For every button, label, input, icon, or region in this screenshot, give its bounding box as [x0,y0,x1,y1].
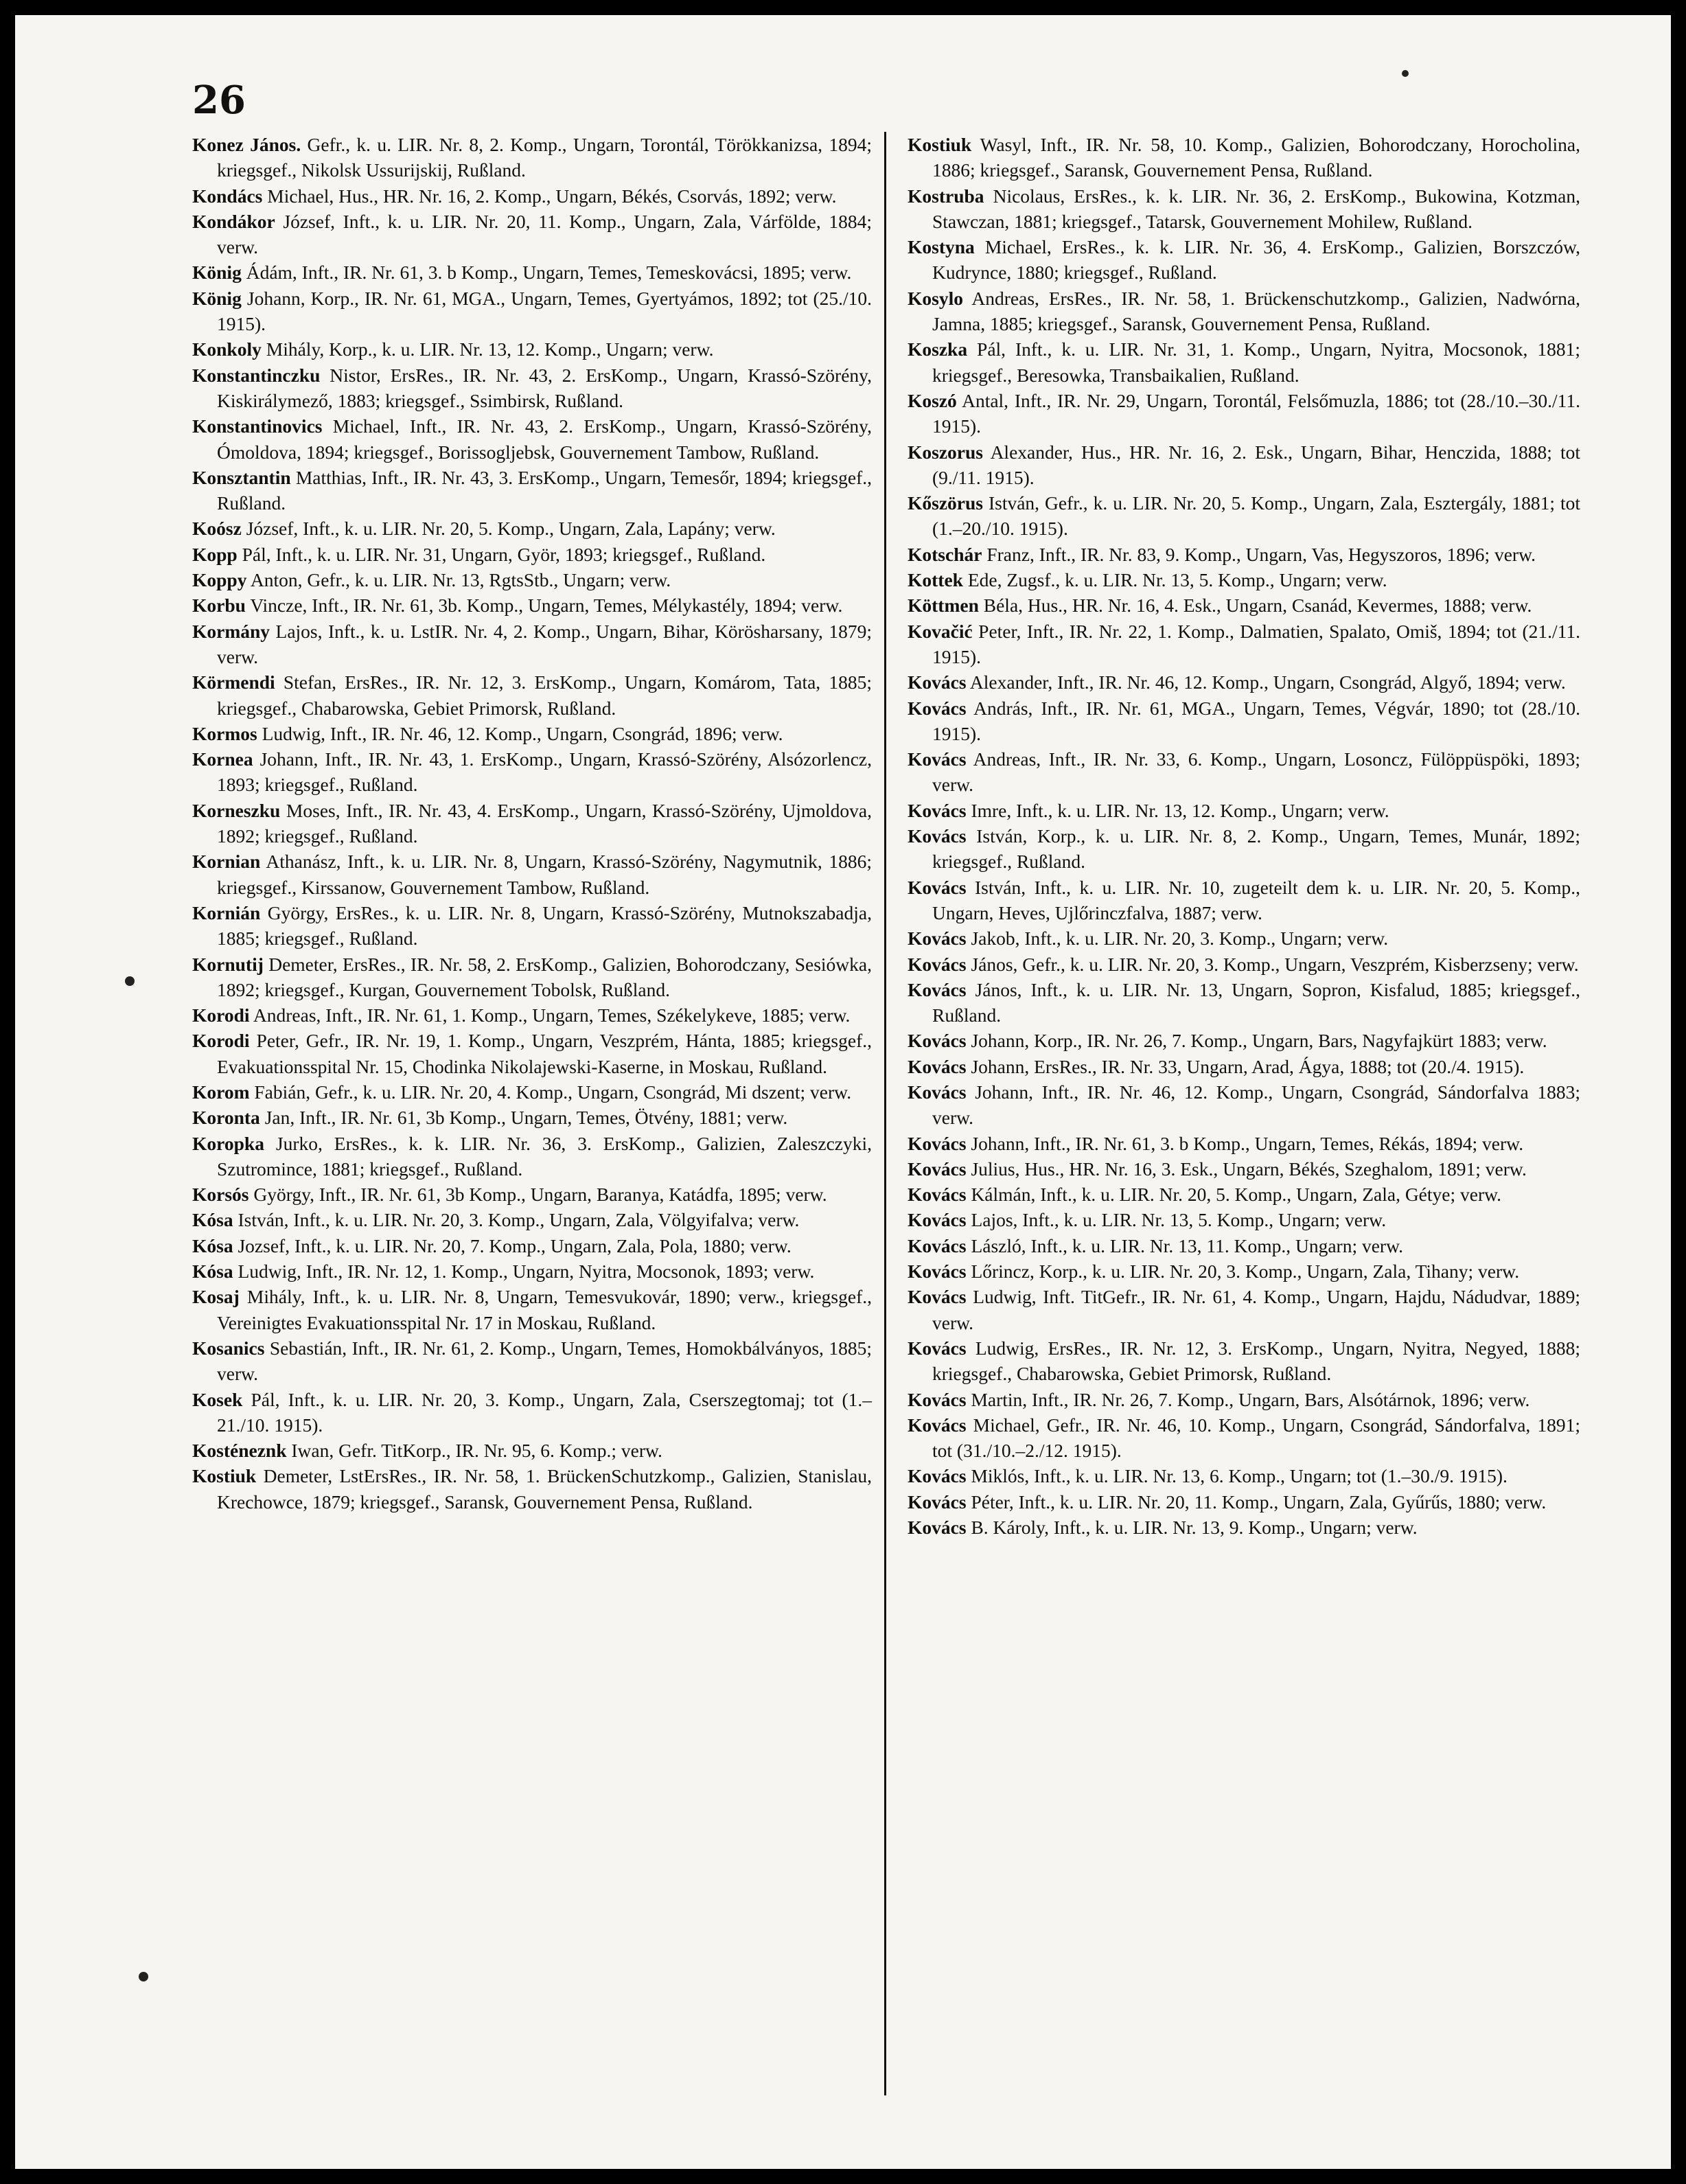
entry-details: Ludwig, Inft. TitGefr., IR. Nr. 61, 4. Komp., Ungarn, Hajdu, Nádudvar, 1889; verw. [932,1286,1580,1333]
entry-details: Johann, ErsRes., IR. Nr. 33, Ungarn, Arad, Ágya, 1888; tot (20./4. 1915). [966,1055,1525,1077]
entry-details: Antal, Inft., IR. Nr. 29, Ungarn, Torontál, Felsőmuzla, 1886; tot (28./10.–30./11. 1915). [932,389,1580,437]
entry-name: Kovács [908,928,967,950]
entry-name: Kovács [908,1337,967,1359]
entry-name: Kostiuk [908,134,972,155]
entry-details: András, Inft., IR. Nr. 61, MGA., Ungarn, Temes, Végvár, 1890; tot (28./10. 1915). [932,697,1580,744]
entry-name: Kovács [908,1465,967,1487]
entry-name: Kosek [192,1388,243,1410]
register-entry [192,363,872,414]
entry-details: Michael, Inft., IR. Nr. 43, 2. ErsKomp., Ungarn, Krassó-Szörény, Ómoldova, 1894; kriegsgef., Borissoglјebsk, Gouvernement Tambow, Rußland. [217,415,872,463]
entry-details: Andreas, ErsRes., IR. Nr. 58, 1. Brückenschutzkomp., Galizien, Nadwórna, Jamna, 1885; kriegsgef., Saransk, Gouvernement Pensa, Rußland. [932,287,1580,335]
entry-name: Kovács [908,1414,967,1436]
register-entry [908,388,1580,439]
entry-details: Béla, Hus., HR. Nr. 16, 4. Esk., Ungarn, Csanád, Kevermes, 1888; verw. [978,595,1532,617]
entry-name: Kovačić [908,620,973,642]
entry-name: Kovács [908,697,967,719]
entry-details: Johann, Korp., IR. Nr. 26, 7. Komp., Ungarn, Bars, Nagyfajkürt 1883; verw. [966,1030,1547,1052]
entry-details: István, Korp., k. u. LIR. Nr. 8, 2. Komp., Ungarn, Temes, Munár, 1892; kriegsgef., Rußland. [932,825,1580,873]
register-entry [192,1335,872,1387]
entry-name: Kovács [908,1209,967,1231]
entry-name: Kottek [908,569,963,591]
register-entry [192,721,872,746]
register-entry [908,1387,1580,1412]
register-entry [192,746,872,798]
entry-details: István, Inft., k. u. LIR. Nr. 10, zugeteilt dem k. u. LIR. Nr. 20, 5. Komp., Ungarn, Heves, Ujlőrinczfalva, 1887; verw. [932,876,1580,923]
register-entry [908,1489,1580,1515]
entry-name: Kovács [908,978,967,1000]
entry-details: Stefan, ErsRes., IR. Nr. 12, 3. ErsKomp., Ungarn, Komárom, Tata, 1885; kriegsgef., Chabarowska, Gebiet Primorsk, Rußland. [217,671,872,719]
register-entry [192,1182,872,1207]
entry-name: Kovács [908,748,967,770]
register-entry [908,1284,1580,1335]
entry-name: Kovács [908,1234,967,1256]
entry-details: Gefr., k. u. LIR. Nr. 8, 2. Komp., Ungarn, Torontál, Törökkanizsa, 1894; kriegsgef., Nikolsk Ussurijskij, Rußland. [217,134,872,181]
entry-name: Körmendi [192,671,275,693]
entry-details: Imre, Inft., k. u. LIR. Nr. 13, 12. Komp., Ungarn; verw. [966,799,1389,821]
entry-name: Kormány [192,620,270,642]
register-entry [908,926,1580,951]
entry-details: József, Inft., k. u. LIR. Nr. 20, 11. Komp., Ungarn, Zala, Várfölde, 1884; verw. [217,210,872,258]
register-entry [908,132,1580,183]
entry-name: Kornian [192,851,261,873]
entry-name: Kostiuk [192,1465,257,1487]
register-entry [908,542,1580,567]
entry-details: János, Gefr., k. u. LIR. Nr. 20, 3. Komp., Ungarn, Veszprém, Kisberzseny; verw. [966,953,1579,975]
entry-name: Kovács [908,1184,967,1206]
register-entry [192,1105,872,1130]
register-entry [908,823,1580,875]
register-entry [192,619,872,670]
entry-name: Konstantinczku [192,364,321,386]
entry-name: Kovács [908,799,967,821]
entry-details: Julius, Hus., HR. Nr. 16, 3. Esk., Ungarn, Békés, Szeghalom, 1891; verw. [966,1158,1527,1180]
register-entry [192,952,872,1003]
entry-name: Koósz [192,518,242,540]
entry-name: Korodi [192,1030,250,1052]
entry-details: Martin, Inft., IR. Nr. 26, 7. Komp., Ungarn, Bars, Alsótárnok, 1896; verw. [966,1388,1530,1410]
entry-name: Korsós [192,1184,249,1206]
entry-details: Sebastián, Inft., IR. Nr. 61, 2. Komp., Ungarn, Temes, Homokbálványos, 1885; verw. [217,1337,872,1385]
entry-name: Korneszku [192,799,281,821]
entry-name: Koszka [908,338,968,360]
register-entry [192,1438,872,1463]
register-entry [192,1207,872,1232]
register-entry [192,1233,872,1258]
left-column [192,132,872,1515]
register-entry [908,1463,1580,1488]
entry-name: Kosanics [192,1337,265,1359]
entry-name: Kornutij [192,953,264,975]
entry-details: B. Károly, Inft., k. u. LIR. Nr. 13, 9. Komp., Ungarn; verw. [966,1517,1418,1539]
entry-name: Korom [192,1081,250,1103]
register-entry [908,1515,1580,1540]
entry-name: Kopp [192,543,238,565]
register-entry [908,234,1580,286]
entry-name: Kovács [908,1055,967,1077]
entry-name: Kósa [192,1234,233,1256]
entry-name: Korbu [192,595,246,617]
entry-name: Kovács [908,1261,967,1283]
entry-details: István, Inft., k. u. LIR. Nr. 20, 3. Komp., Ungarn, Zala, Völgyifalva; verw. [233,1209,800,1231]
document-page [15,15,1671,2169]
entry-details: Mihály, Korp., k. u. LIR. Nr. 13, 12. Komp., Ungarn; verw. [261,338,714,360]
entry-name: Koszorus [908,441,983,463]
entry-details: Vincze, Inft., IR. Nr. 61, 3b. Komp., Ungarn, Temes, Mélykastély, 1894; verw. [245,595,843,617]
register-entry [192,1131,872,1182]
register-entry [908,669,1580,695]
register-entry [192,516,872,541]
entry-details: Athanász, Inft., k. u. LIR. Nr. 8, Ungarn, Krassó-Szörény, Nagymutnik, 1886; kriegsgef., Kirssanow, Gouvernement Tambow, Rußland. [217,851,872,898]
entry-details: Pál, Inft., k. u. LIR. Nr. 31, 1. Komp., Ungarn, Nyitra, Mocsonok, 1881; kriegsgef., Beresowka, Transbaikalien, Rußland. [932,338,1580,386]
entry-name: Kotschár [908,543,982,565]
entry-details: Johann, Inft., IR. Nr. 61, 3. b Komp., Ungarn, Temes, Rékás, 1894; verw. [966,1132,1524,1154]
ink-speck [125,976,135,986]
register-entry [908,798,1580,823]
entry-details: Lajos, Inft., k. u. LIR. Nr. 13, 5. Komp., Ungarn; verw. [966,1209,1387,1231]
entry-name: Kostyna [908,236,975,258]
entry-name: Kovács [908,1158,967,1180]
entry-name: Kondákor [192,210,275,232]
entry-name: Kostruba [908,185,984,207]
register-entry [192,1258,872,1284]
register-entry [908,952,1580,977]
entry-details: Pál, Inft., k. u. LIR. Nr. 20, 3. Komp., Ungarn, Zala, Cserszegtomaj; tot (1.–21./10. 1915). [217,1388,872,1436]
entry-details: Alexander, Inft., IR. Nr. 46, 12. Komp., Ungarn, Csongrád, Algyő, 1894; verw. [966,671,1566,693]
entry-details: Michael, ErsRes., k. k. LIR. Nr. 36, 4. ErsKomp., Galizien, Borszczów, Kudrynce, 1880; kriegsgef., Rußland. [932,236,1580,284]
entry-name: Kovács [908,1491,967,1513]
entry-details: Jan, Inft., IR. Nr. 61, 3b Komp., Ungarn, Temes, Ötvény, 1881; verw. [259,1107,788,1129]
register-entry [192,286,872,337]
entry-name: Koszó [908,389,957,411]
entry-details: Jurko, ErsRes., k. k. LIR. Nr. 36, 3. ErsKomp., Galizien, Zaleszczyki, Szutromince, 1881; kriegsgef., Rußland. [217,1132,872,1180]
entry-details: Moses, Inft., IR. Nr. 43, 4. ErsKomp., Ungarn, Krassó-Szörény, Ujmoldova, 1892; kriegsgef., Rußland. [217,799,872,847]
register-entry [908,1131,1580,1156]
register-entry [908,1079,1580,1131]
entry-details: Kálmán, Inft., k. u. LIR. Nr. 20, 5. Komp., Ungarn, Zala, Gétye; verw. [966,1184,1502,1206]
register-entry [192,209,872,260]
register-entry [192,336,872,362]
register-entry [908,490,1580,542]
register-entry [192,798,872,849]
register-entry [192,1387,872,1438]
entry-name: Kovács [908,876,967,898]
entry-details: Nicolaus, ErsRes., k. k. LIR. Nr. 36, 2. ErsKomp., Bukowina, Kotzman, Stawczan, 1881; kriegsgef., Tatarsk, Gouvernement Mohilew, Rußland. [932,185,1580,232]
entry-details: György, ErsRes., k. u. LIR. Nr. 8, Ungarn, Krassó-Szörény, Mutnokszabadja, 1885; kriegsgef., Rußland. [217,901,872,950]
entry-name: Kovács [908,1388,967,1410]
entry-details: Ludwig, Inft., IR. Nr. 46, 12. Komp., Ungarn, Csongrád, 1896; verw. [257,722,783,744]
entry-details: Peter, Inft., IR. Nr. 22, 1. Komp., Dalmatien, Spalato, Omiš, 1894; tot (21./11. 1915). [932,620,1580,667]
register-entry [908,1233,1580,1258]
entry-details: Iwan, Gefr. TitKorp., IR. Nr. 95, 6. Komp.; verw. [286,1440,662,1462]
register-entry [192,900,872,952]
entry-details: Demeter, ErsRes., IR. Nr. 58, 2. ErsKomp., Galizien, Bohorodczany, Sesiówka, 1892; kriegsgef., Kurgan, Gouvernement Tobolsk, Rußland. [217,953,872,1000]
entry-name: Kornea [192,748,253,770]
register-entry [908,746,1580,798]
entry-details: János, Inft., k. u. LIR. Nr. 13, Ungarn, Sopron, Kisfalud, 1885; kriegsgef., Rußland. [932,978,1580,1026]
register-entry [192,849,872,900]
entry-name: Kovács [908,825,967,847]
register-entry [192,1463,872,1515]
entry-details: Alexander, Hus., HR. Nr. 16, 2. Esk., Ungarn, Bihar, Henczida, 1888; tot (9./11. 1915). [932,441,1580,488]
register-entry [908,439,1580,491]
entry-details: Johann, Korp., IR. Nr. 61, MGA., Ungarn, Temes, Gyertyámos, 1892; tot (25./10. 1915). [217,287,872,335]
entry-details: György, Inft., IR. Nr. 61, 3b Komp., Ungarn, Baranya, Katádfa, 1895; verw. [249,1184,827,1206]
ink-speck [1402,70,1409,77]
register-entry [908,875,1580,926]
register-entry [192,542,872,567]
register-entry [192,1002,872,1028]
register-entry [192,413,872,465]
entry-name: Kovács [908,1030,967,1052]
entry-name: Kornián [192,901,261,923]
entry-name: Koropka [192,1132,264,1154]
register-entry [192,183,872,209]
entry-details: Matthias, Inft., IR. Nr. 43, 3. ErsKomp., Ungarn, Temesőr, 1894; kriegsgef., Rußland. [217,466,872,514]
register-entry [192,260,872,285]
entry-details: Ludwig, ErsRes., IR. Nr. 12, 3. ErsKomp., Ungarn, Nyitra, Negyed, 1888; kriegsgef., Chabarowska, Gebiet Primorsk, Rußland. [932,1337,1580,1385]
register-entry [908,286,1580,337]
entry-name: Kovács [908,1517,967,1539]
entry-name: Kovács [908,671,967,693]
entry-name: Konstantinovics [192,415,323,437]
column-divider [884,132,886,2095]
register-entry [908,593,1580,618]
entry-details: Andreas, Inft., IR. Nr. 61, 1. Komp., Ungarn, Temes, Székelykeve, 1885; verw. [249,1004,851,1026]
entry-details: Pál, Inft., k. u. LIR. Nr. 31, Ungarn, Györ, 1893; kriegsgef., Rußland. [237,543,766,565]
register-entry [908,1054,1580,1079]
entry-name: König [192,262,242,284]
entry-details: Johann, Inft., IR. Nr. 46, 12. Komp., Ungarn, Csongrád, Sándorfalva 1883; verw. [932,1081,1580,1129]
entry-details: Jozsef, Inft., k. u. LIR. Nr. 20, 7. Komp., Ungarn, Zala, Pola, 1880; verw. [233,1234,792,1256]
entry-name: Konkoly [192,338,262,360]
entry-name: Kondács [192,185,263,207]
entry-details: István, Gefr., k. u. LIR. Nr. 20, 5. Komp., Ungarn, Zala, Esztergály, 1881; tot (1.–20./10. 1915). [932,492,1580,540]
entry-details: Demeter, LstErsRes., IR. Nr. 58, 1. BrückenSchutzkomp., Galizien, Stanislau, Krechowce, 1879; kriegsgef., Saransk, Gouvernement Pensa, Rußland. [217,1465,872,1513]
register-entry [192,465,872,516]
register-entry [908,1182,1580,1207]
register-entry [908,183,1580,235]
entry-name: Konsztantin [192,466,291,488]
entry-details: Miklós, Inft., k. u. LIR. Nr. 13, 6. Komp., Ungarn; tot (1.–30./9. 1915). [966,1465,1508,1487]
entry-details: Michael, Gefr., IR. Nr. 46, 10. Komp., Ungarn, Csongrád, Sándorfalva, 1891; tot (31./10.–2./12. 1915). [932,1414,1580,1462]
entry-name: Kormos [192,722,257,744]
entry-details: Ede, Zugsf., k. u. LIR. Nr. 13, 5. Komp., Ungarn; verw. [962,569,1387,591]
entry-details: Michael, Hus., HR. Nr. 16, 2. Komp., Ungarn, Békés, Csorvás, 1892; verw. [262,185,837,207]
entry-details: Lajos, Inft., k. u. LstIR. Nr. 4, 2. Komp., Ungarn, Bihar, Körösharsany, 1879; verw. [217,620,872,667]
register-entry [908,619,1580,670]
entry-details: Andreas, Inft., IR. Nr. 33, 6. Komp., Ungarn, Losoncz, Fülöppüspöki, 1893; verw. [932,748,1580,796]
entry-name: Köttmen [908,595,979,617]
entry-name: Kovács [908,1132,967,1154]
page-number: 26 [192,78,246,123]
register-entry [908,1412,1580,1464]
entry-details: László, Inft., k. u. LIR. Nr. 13, 11. Komp., Ungarn; verw. [966,1234,1404,1256]
register-entry [908,1258,1580,1284]
entry-name: Koronta [192,1107,260,1129]
register-entry [908,1335,1580,1387]
entry-name: Konez János. [192,134,301,155]
register-entry [192,1284,872,1335]
register-entry [908,696,1580,747]
entry-name: Kósa [192,1209,233,1231]
register-entry [908,977,1580,1028]
register-entry [192,1079,872,1105]
entry-name: Kovács [908,953,967,975]
entry-details: Lőrincz, Korp., k. u. LIR. Nr. 20, 3. Komp., Ungarn, Zala, Tihany; verw. [966,1261,1520,1283]
register-entry [192,132,872,183]
entry-details: Franz, Inft., IR. Nr. 83, 9. Komp., Ungarn, Vas, Hegyszoros, 1896; verw. [982,543,1536,565]
entry-name: Kósa [192,1261,233,1283]
entry-name: Kosaj [192,1286,240,1308]
entry-details: Anton, Gefr., k. u. LIR. Nr. 13, RgtsStb., Ungarn; verw. [246,569,671,591]
register-entry [908,567,1580,593]
entry-details: Péter, Inft., k. u. LIR. Nr. 20, 11. Komp., Ungarn, Zala, Gyűrűs, 1880; verw. [966,1491,1547,1513]
entry-name: König [192,287,242,309]
register-entry [908,1156,1580,1182]
register-entry [192,567,872,593]
register-entry [192,669,872,721]
entry-name: Korodi [192,1004,250,1026]
entry-details: Peter, Gefr., IR. Nr. 19, 1. Komp., Ungarn, Veszprém, Hánta, 1885; kriegsgef., Evakuationsspital Nr. 15, Chodinka Nikolajewski-Kaserne, in Moskau, Rußland. [217,1030,872,1077]
entry-name: Kovács [908,1081,967,1103]
entry-name: Koppy [192,569,247,591]
entry-details: Nistor, ErsRes., IR. Nr. 43, 2. ErsKomp., Ungarn, Krassó-Szörény, Kiskirálymező, 1883; kriegsgef., Ssimbirsk, Rußland. [217,364,872,411]
entry-details: Wasyl, Inft., IR. Nr. 58, 10. Komp., Galizien, Bohorodczany, Horocholina, 1886; kriegsgef., Saransk, Gouvernement Pensa, Rußland. [932,134,1580,181]
entry-name: Kosylo [908,287,963,309]
entry-name: Kovács [908,1286,967,1308]
entry-details: Ádám, Inft., IR. Nr. 61, 3. b Komp., Ungarn, Temes, Temeskovácsi, 1895; verw. [241,262,852,284]
register-entry [192,1028,872,1079]
register-entry [908,1028,1580,1053]
entry-details: Ludwig, Inft., IR. Nr. 12, 1. Komp., Ungarn, Nyitra, Mocsonok, 1893; verw. [233,1261,815,1283]
entry-details: Johann, Inft., IR. Nr. 43, 1. ErsKomp., Ungarn, Krassó-Szörény, Alsózorlencz, 1893; kriegsgef., Rußland. [217,748,872,796]
entry-name: Kőszörus [908,492,983,514]
entry-details: Mihály, Inft., k. u. LIR. Nr. 8, Ungarn, Temesvukovár, 1890; verw., kriegsgef., Vereinigtes Evakuationsspital Nr. 17 in Moskau, Rußland. [217,1286,872,1333]
entry-name: Kosténeznk [192,1440,287,1462]
entry-details: József, Inft., k. u. LIR. Nr. 20, 5. Komp., Ungarn, Zala, Lapány; verw. [241,518,776,540]
entry-details: Jakob, Inft., k. u. LIR. Nr. 20, 3. Komp., Ungarn; verw. [966,928,1389,950]
register-entry [908,336,1580,388]
ink-speck [139,1972,148,1981]
register-entry [908,1207,1580,1232]
entry-details: Fabián, Gefr., k. u. LIR. Nr. 20, 4. Komp., Ungarn, Csongrád, Mi dszent; verw. [249,1081,852,1103]
right-column [908,132,1580,1540]
register-entry [192,593,872,618]
